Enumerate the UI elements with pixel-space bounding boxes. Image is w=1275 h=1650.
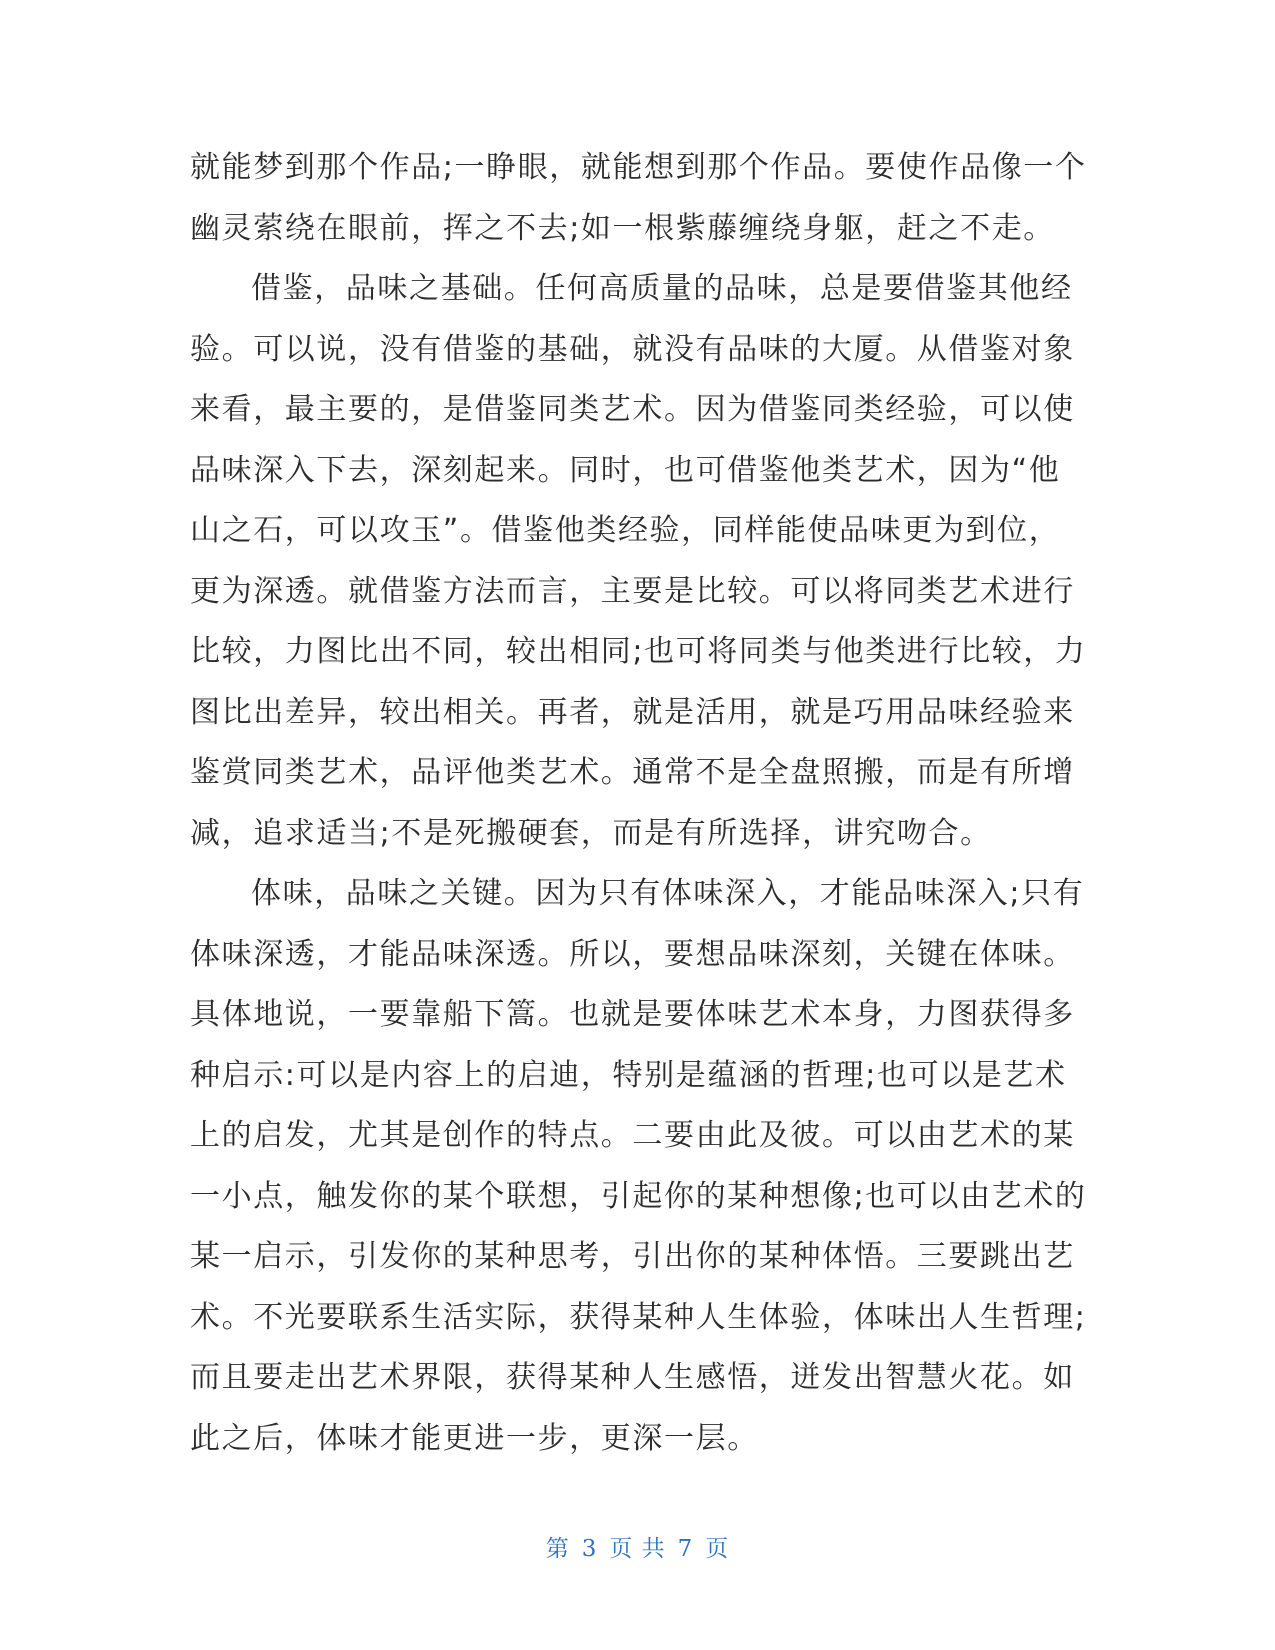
text-line: 某一启示，引发你的某种思考，引出你的某种体悟。三要跳出艺	[190, 1239, 1075, 1274]
text-line: 种启示:可以是内容上的启迪，特别是蕴涵的哲理;也可以是艺术	[190, 1057, 1067, 1093]
footer-suffix: 页	[705, 1536, 730, 1562]
text-line: 幽灵萦绕在眼前，挥之不去;如一根紫藤缠绕身躯，赶之不走。	[190, 210, 1055, 246]
current-page-number: 3	[581, 1536, 598, 1562]
total-page-count: 7	[677, 1536, 694, 1562]
footer-prefix: 第	[545, 1536, 570, 1562]
text-line: 图比出差异，较出相关。再者，就是活用，就是巧用品味经验来	[190, 694, 1075, 730]
footer-mid: 页 共	[609, 1536, 666, 1562]
text-line: 而且要走出艺术界限，获得某种人生感悟，迸发出智慧火花。如	[190, 1360, 1075, 1395]
text-line: 一小点，触发你的某个联想，引起你的某种想像;也可以由艺术的	[190, 1178, 1087, 1214]
text-line: 减，追求适当;不是死搬硬套，而是有所选择，讲究吻合。	[190, 815, 992, 851]
text-line: 体味深透，才能品味深透。所以，要想品味深刻，关键在体味。	[190, 936, 1075, 972]
text-line: 上的启发，尤其是创作的特点。二要由此及彼。可以由艺术的某	[190, 1118, 1075, 1153]
text-line: 山之石，可以攻玉”。借鉴他类经验，同样能使品味更为到位，	[190, 513, 1061, 548]
text-line: 就能梦到那个作品;一睁眼，就能想到那个作品。要使作品像一个	[190, 150, 1087, 185]
text-line: 品味深入下去，深刻起来。同时，也可借鉴他类艺术，因为“他	[190, 452, 1061, 488]
text-line: 具体地说，一要靠船下篙。也就是要体味艺术本身，力图获得多	[190, 997, 1075, 1032]
document-body	[190, 138, 1095, 1469]
text-line: 更为深透。就借鉴方法而言，主要是比较。可以将同类艺术进行	[190, 573, 1075, 609]
text-line: 此之后，体味才能更进一步，更深一层。	[190, 1420, 759, 1456]
page-footer	[0, 1530, 1275, 1563]
text-line: 鉴赏同类艺术，品评他类艺术。通常不是全盘照搬，而是有所增	[190, 755, 1075, 790]
text-line: 比较，力图比出不同，较出相同;也可将同类与他类进行比较，力	[190, 634, 1087, 669]
paragraph-start-line: 借鉴，品味之基础。任何高质量的品味，总是要借鉴其他经	[251, 271, 1073, 306]
text-line: 验。可以说，没有借鉴的基础，就没有品味的大厦。从借鉴对象	[190, 331, 1075, 367]
text-line: 术。不光要联系生活实际，获得某种人生体验，体味出人生哲理;	[190, 1299, 1087, 1335]
paragraph-start-line: 体味，品味之关键。因为只有体味深入，才能品味深入;只有	[251, 876, 1085, 911]
text-line: 来看，最主要的，是借鉴同类艺术。因为借鉴同类经验，可以使	[190, 392, 1075, 427]
